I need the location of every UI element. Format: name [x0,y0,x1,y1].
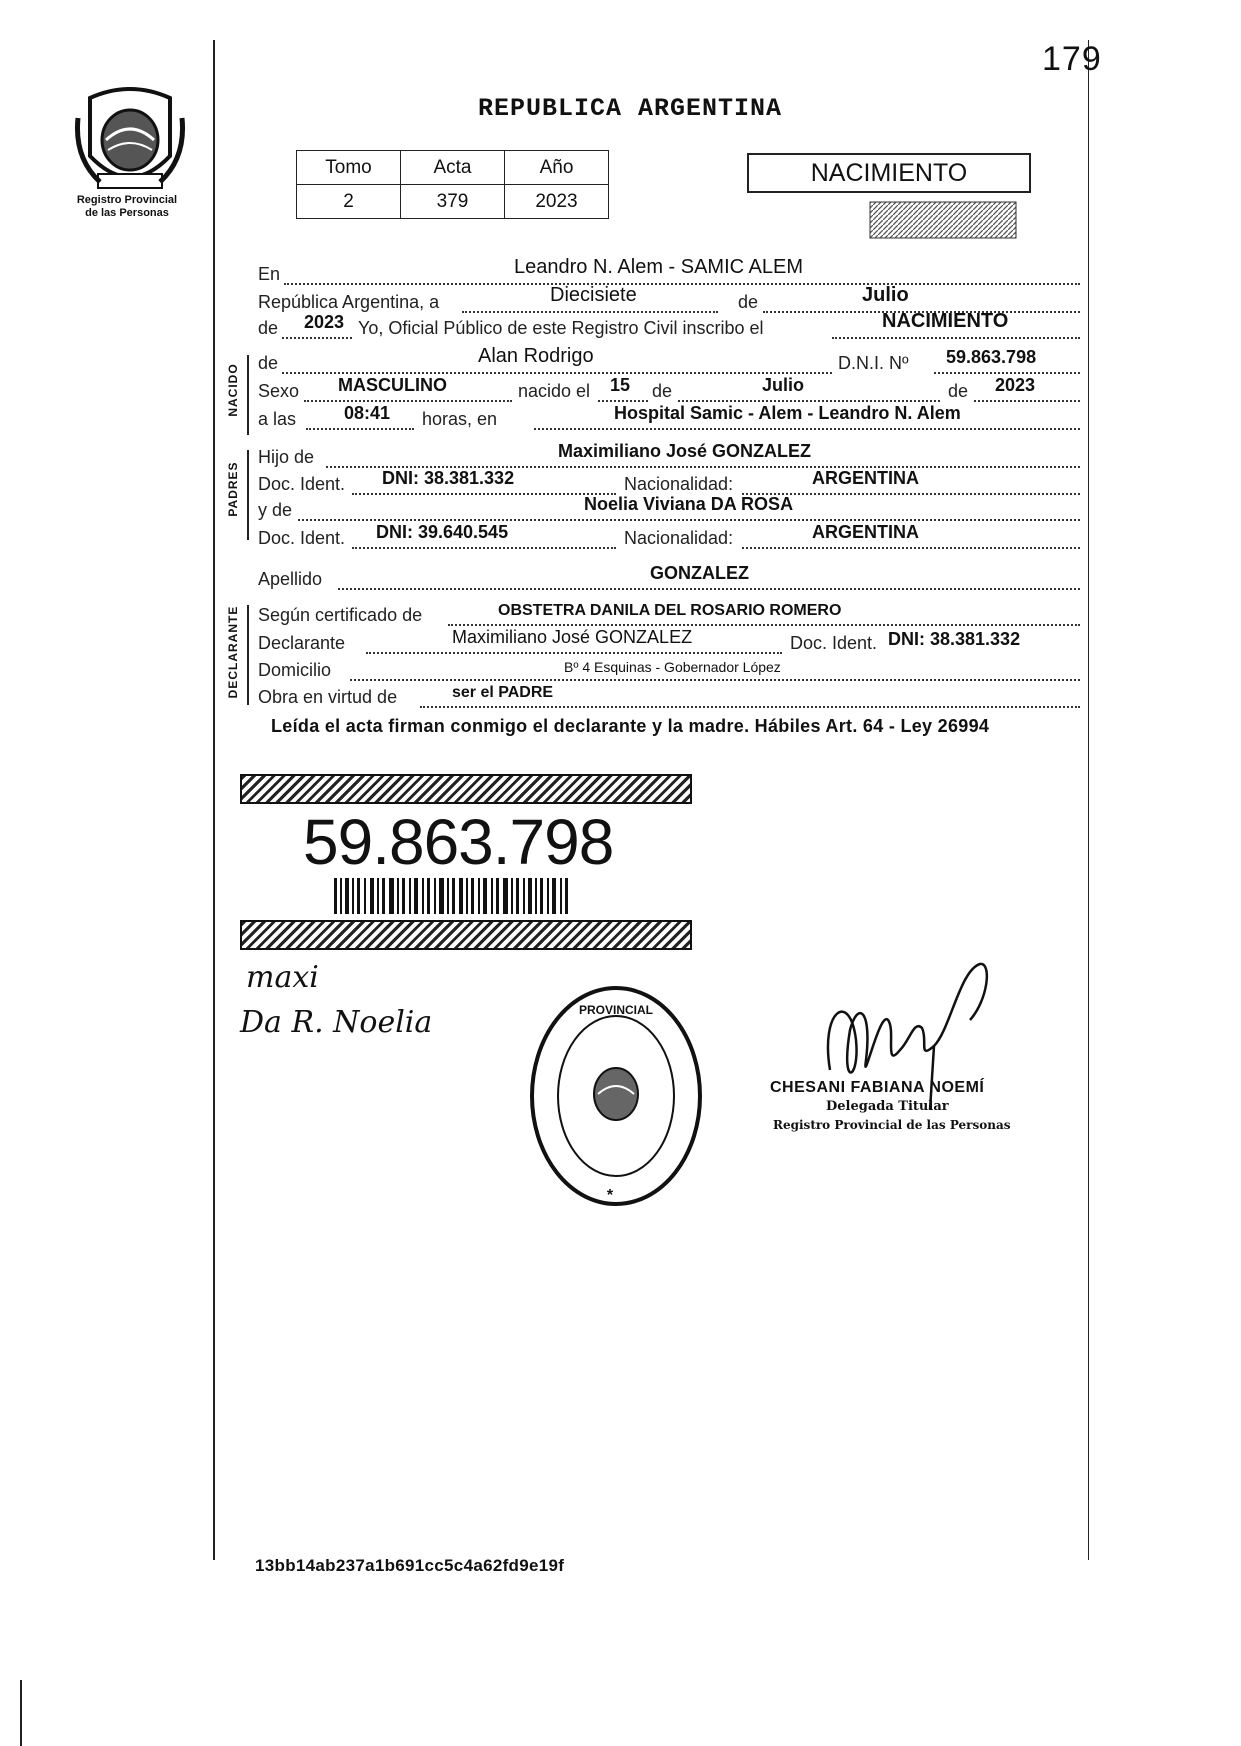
row-hora-lugar [258,402,1080,430]
declarante-bracket [247,605,249,705]
row-obra [258,680,1080,708]
value-month: Julio [862,284,909,306]
signatory-organization: Registro Provincial de las Personas [773,1118,1011,1132]
value-certificado: OBSTETRA DANILA DEL ROSARIO ROMERO [498,602,842,619]
label-de: de [738,292,759,312]
row-certificado [258,598,1080,626]
value-sexo: MASCULINO [338,375,447,395]
label-nacido-el: nacido el [518,381,591,401]
nacido-bracket [247,355,249,435]
value-dni: 59.863.798 [946,347,1037,367]
row-apellido [258,562,1080,590]
value-domicilio: Bº 4 Esquinas - Gobernador López [564,659,781,675]
svg-text:PROVINCIAL: PROVINCIAL [578,1003,654,1017]
page-number: 179 [1042,40,1102,78]
page-edge-line [20,1680,22,1746]
dotted-line [420,706,1080,708]
registry-caption [52,194,202,220]
label-republica: República Argentina, a [258,292,440,312]
value-dia: 15 [610,375,631,395]
dotted-line [306,428,414,430]
label-nac-madre: Nacionalidad: [624,528,734,548]
label-en: En [258,264,281,284]
security-pattern-top [240,774,692,804]
label-certificado: Según certificado de [258,605,423,625]
label-dni: D.N.I. Nº [838,353,909,373]
row-madre-doc [258,521,1080,549]
value-inscribe: NACIMIENTO [882,310,1009,332]
value-obra: ser el PADRE [452,684,554,701]
right-margin-line [1088,40,1089,1560]
label-de-nombre: de [258,353,279,373]
value-acta: 379 [401,185,505,219]
dotted-line [338,588,1080,590]
header-acta: Acta [401,151,505,185]
registry-caption-line2: de las Personas [85,207,169,219]
dni-number-large: 59.863.798 [303,806,614,878]
handwritten-signature-madre: Da R. Noelia [240,1005,433,1040]
row-nacido-nombre [258,346,1080,374]
register-table [296,150,609,219]
label-apellido: Apellido [258,569,323,589]
dotted-line [742,547,1080,549]
handwritten-signature-declarante: maxi [246,960,319,995]
label-de-mes: de [652,381,673,401]
left-margin-line [213,40,215,1560]
value-year: 2023 [304,312,345,332]
barcode [334,878,574,914]
value-nac-madre: ARGENTINA [812,522,919,542]
header-ano: Año [505,151,609,185]
row-en [258,257,1080,285]
value-ano: 2023 [505,185,609,219]
label-declarante: Declarante [258,633,346,653]
security-pattern-bottom [240,920,692,950]
value-day-words: Diecisiete [550,284,637,306]
value-nombre: Alan Rodrigo [478,345,594,367]
value-anio: 2023 [995,375,1036,395]
signatory-role: Delegada Titular [826,1099,949,1114]
padres-bracket [247,450,249,540]
value-doc-padre: DNI: 38.381.332 [382,468,515,488]
value-apellido: GONZALEZ [650,563,749,583]
section-nacido: NACIDO [226,363,240,417]
row-madre [258,493,1080,521]
row-oficial [258,311,1080,339]
value-doc-madre: DNI: 39.640.545 [376,522,509,542]
value-location: Leandro N. Alem - SAMIC ALEM [514,256,804,278]
value-hora: 08:41 [344,403,391,423]
value-mes: Julio [762,375,805,395]
country-title: REPUBLICA ARGENTINA [478,94,783,123]
small-stamp-mark [868,200,1018,240]
row-fecha-inscripcion [258,285,1080,313]
act-type-box: NACIMIENTO [747,153,1031,193]
value-lugar: Hospital Samic - Alem - Leandro N. Alem [614,403,961,423]
label-a-las: a las [258,409,297,429]
label-doc-padre: Doc. Ident. [258,474,346,494]
dotted-line [832,337,1080,339]
label-nac-padre: Nacionalidad: [624,474,734,494]
section-declarante: DECLARANTE [226,605,240,699]
svg-text:*: * [606,1187,614,1204]
row-sexo [258,374,1080,402]
value-doc-declarante: DNI: 38.381.332 [888,629,1021,649]
value-padre: Maximiliano José GONZALEZ [558,441,812,461]
dotted-line [534,428,1080,430]
label-obra: Obra en virtud de [258,687,398,707]
dotted-line [282,337,352,339]
label-horas-en: horas, en [422,409,498,429]
section-padres: PADRES [226,461,240,517]
value-declarante: Maximiliano José GONZALEZ [452,627,693,647]
label-doc-declarante: Doc. Ident. [790,633,878,653]
document-hash: 13bb14ab237a1b691cc5c4a62fd9e19f [255,1556,565,1575]
label-doc-madre: Doc. Ident. [258,528,346,548]
label-y-de: y de [258,500,293,520]
dotted-line [352,547,616,549]
value-nac-padre: ARGENTINA [812,468,919,488]
closing-statement: Leída el acta firman conmigo el declarante y la madre. Hábiles Art. 64 - Ley 26994 [271,716,990,736]
label-hijo-de: Hijo de [258,447,315,467]
label-de-year: de [258,318,279,338]
value-madre: Noelia Viviana DA ROSA [584,494,794,514]
label-oficial: Yo, Oficial Público de este Registro Civil inscribo el [358,318,764,338]
registry-caption-line1: Registro Provincial [76,194,178,206]
label-de-anio: de [948,381,969,401]
label-domicilio: Domicilio [258,660,332,680]
official-seal [526,982,706,1210]
row-padre [258,440,1080,468]
value-tomo: 2 [297,185,401,219]
misiones-coat-of-arms-logo [70,78,190,198]
header-tomo: Tomo [297,151,401,185]
row-declarante [258,626,1080,654]
label-sexo: Sexo [258,381,300,401]
signatory-name: CHESANI FABIANA NOEMÍ [770,1079,985,1096]
row-padre-doc [258,467,1080,495]
row-domicilio [258,653,1080,681]
